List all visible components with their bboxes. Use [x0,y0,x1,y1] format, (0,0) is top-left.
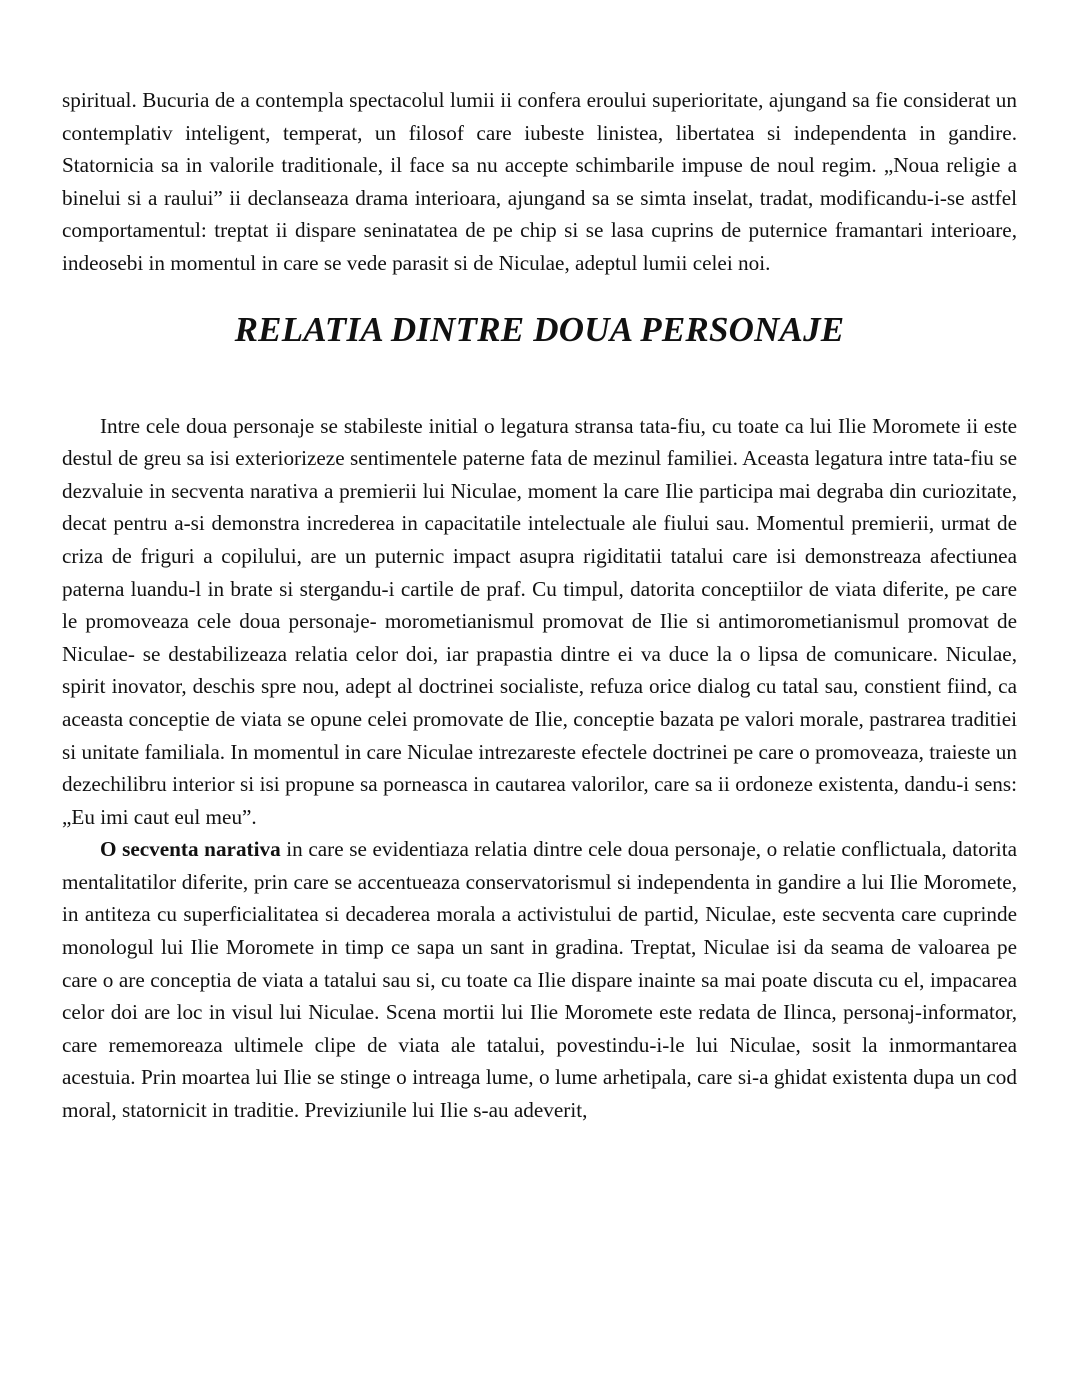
section-heading: RELATIA DINTRE DOUA PERSONAJE [234,309,845,349]
spacer [62,350,1017,410]
intro-paragraph: spiritual. Bucuria de a contempla spectacolul lumii ii confera eroului superioritate, ajungand sa fie considerat un contemplativ inteligent, temperat, un filosof care iubeste linistea, libertatea si independenta in gandire. Statornicia sa in valorile traditionale, il face sa nu accepte schimbarile impuse de noul regim. „Noua religie a binelui si a raului” ii declanseaza drama interioara, ajungand sa se simta inselat, tradat, modificandu-i-se astfel comportamentul: treptat ii dispare seninatatea de pe chip si se lasa cuprins de puternice framantari interioare, indeosebi in momentul in care se vede parasit si de Niculae, adeptul lumii celei noi. [62,88,1017,275]
paragraph-2-text: in care se evidentiaza relatia dintre cele doua personaje, o relatie conflictuala, datorita mentalitatilor diferite, prin care se accentueaza conservatorismul si independenta in gandire a lui Ilie Moromete, in antiteza cu superficialitatea si decaderea morala a activistului de partid, Niculae, este secventa care cuprinde monologul lui Ilie Moromete in timp ce sapa un sant in gradina. Treptat, Niculae isi da seama de valoarea pe care o are conceptia de viata a tatalui sau si, cu toate ca Ilie dispare inainte sa mai poate discuta cu el, impacarea celor doi are loc in visul lui Niculae. Scena mortii lui Ilie Moromete este redata de Ilinca, personaj-informator, care rememoreaza ultimele clipe de viata ale tatalui, povestindu-i-le lui Niculae, sosit la inmormantarea acestuia. Prin moartea lui Ilie se stinge o intreaga lume, o lume arhetipala, care si-a ghidat existenta dupa un cod moral, statornicit in traditie. Previziunile lui Ilie s-au adeverit, [62,837,1017,1123]
document-page [62,84,1017,1127]
body-paragraph-2 [62,833,1017,1126]
bold-phrase: O secventa narativa [100,837,281,862]
spacer [62,280,1017,310]
body-paragraph-1: Intre cele doua personaje se stabileste initial o legatura stransa tata-fiu, cu toate ca lui Ilie Moromete ii este destul de greu sa isi exteriorizeze sentimentele paterne fata de mezinul familiei. Aceasta legatura intre tata-fiu se dezvaluie in secventa narativa a premierii lui Niculae, moment la care Ilie participa mai degraba din curiozitate, decat pentru a-si demonstra increderea in capacitatile intelectuale ale fiului sau. Momentul premierii, urmat de criza de friguri a copilului, are un puternic impact asupra rigiditatii tatalui care isi demonstreaza afectiunea paterna luandu-l in brate si stergandu-i cartile de praf. Cu timpul, datorita conceptiilor de viata diferite, pe care le promoveaza cele doua personaje- morometianismul promovat de Ilie si antimorometianismul promovat de Niculae- se destabilizeaza relatia celor doi, iar prapastia dintre ei va duce la o lipsa de comunicare. Niculae, spirit inovator, deschis spre nou, adept al doctrinei socialiste, refuza orice dialog cu tatal sau, constient fiind, ca aceasta conceptie de viata se opune celei promovate de Ilie, conceptie bazata pe valori morale, pastrarea traditiei si unitate familiala. In momentul in care Niculae intrezareste efectele doctrinei pe care o promoveaza, traieste un dezechilibru interior si isi propune sa porneasca in cautarea valorilor, care sa ii ordoneze existenta, dandu-i sens: „Eu imi caut eul meu”. [62,413,1017,829]
